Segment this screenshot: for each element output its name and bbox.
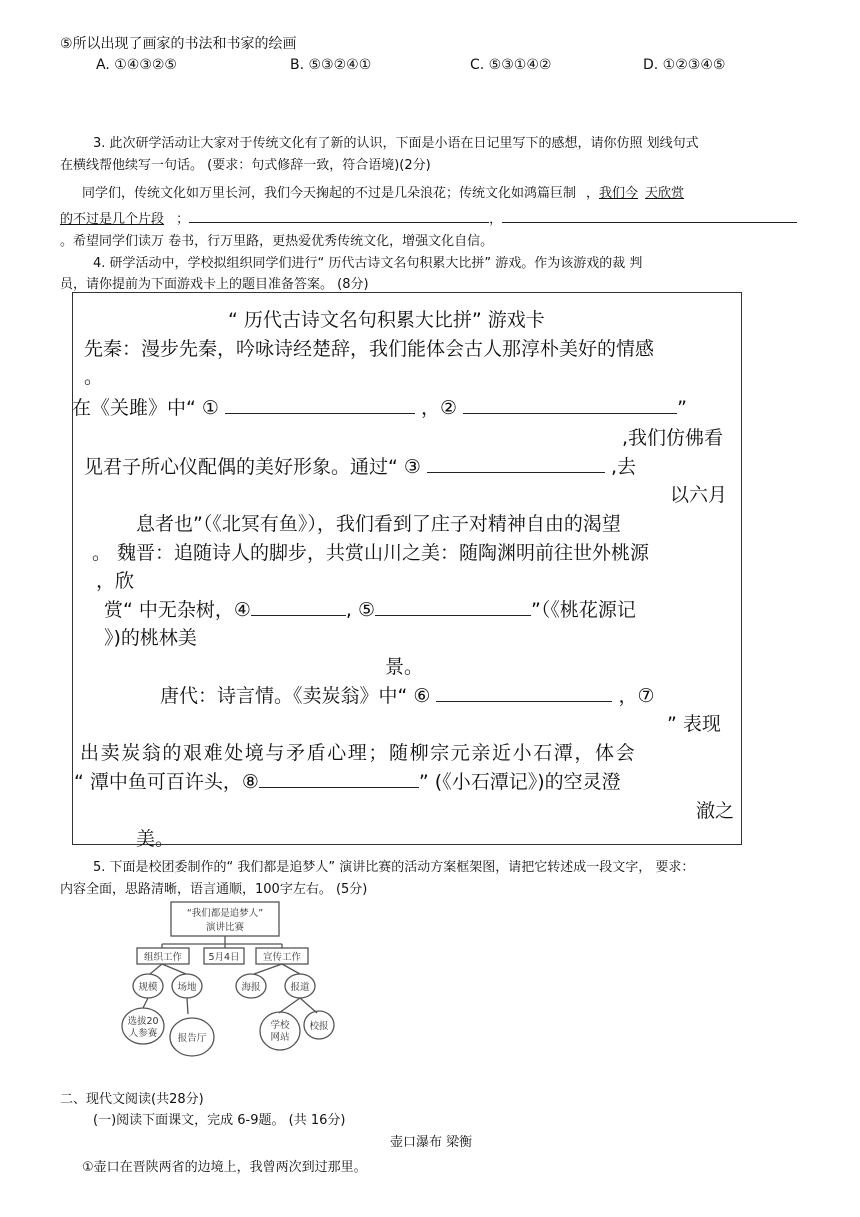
card-line: 》)的桃林美 [104,627,197,649]
article-title: 壶口瀑布 梁衡 [390,1135,473,1150]
plan-framework-diagram [116,898,338,1068]
card-line: 见君子所心仪配偶的美好形象。通过“ ③ ,去 [84,456,637,478]
option-d: D. ①②③④⑤ [643,57,726,73]
answer-blank[interactable] [189,206,489,223]
section-heading: 二、现代文阅读(共28分) [60,1092,204,1107]
blank-4[interactable] [251,599,346,616]
root-label-2: 演讲比赛 [205,922,245,933]
card-line: 美。 [136,828,175,850]
school-website-node [260,1012,300,1050]
card-line: 。 魏晋：追随诗人的脚步，共赏山川之美：随陶渊明前往世外桃源 [92,542,650,564]
card-line: 先秦：漫步先秦，吟咏诗经楚辞，我们能体会古人那淳朴美好的情感 [84,338,655,360]
option-b: B. ⑤③②④① [290,57,372,73]
q5-prompt-line1: 5. 下面是校团委制作的“ 我们都是追梦人” 演讲比赛的活动方案框架图，请把它转述成一段文字， 要求： [93,860,695,875]
select-label-2: 人参赛 [128,1028,158,1039]
question-2-item-5: ⑤所以出现了画家的书法和书家的绘画 [60,36,297,52]
game-card-title: “ 历代古诗文名句积累大比拼” 游戏卡 [228,309,545,331]
blank-5[interactable] [375,599,531,616]
card-line: 唐代：诗言情。《卖炭翁》中“ ⑥ ，⑦ [160,685,655,707]
article-paragraph-1: ①壶口在晋陕两省的边境上，我曾两次到过那里。 [82,1160,367,1175]
card-line: 在《关雎》中“ ① ，② ” [72,397,687,419]
blank-8[interactable] [259,771,419,788]
root-label-1: “我们都是追梦人” [186,908,264,919]
school-paper-label: 校报 [309,1021,329,1032]
card-line: 景。 [385,656,424,678]
blank-1[interactable] [225,397,415,414]
poster-label: 海报 [241,982,261,993]
option-a: A. ①④③②⑤ [96,57,177,73]
card-line: 以六月 [670,484,728,506]
card-line: 赏“ 中无杂树，④ , ⑤ ”（《桃花源记 [104,599,636,621]
card-line: ,我们仿佛看 [622,427,724,449]
website-label-1: 学校 [270,1020,290,1031]
q5-prompt-line2: 内容全面，思路清晰，语言通顺，100字左右。 (5分) [60,882,368,897]
q3-text-line2: 的不过是几个片段 ； ， [60,206,797,227]
option-c: C. ⑤③①④② [470,57,552,73]
card-line: “ 潭中鱼可百许头，⑧ ” (《小石潭记》)的空灵澄 [74,771,621,793]
card-line: 出卖炭翁的艰难处境与矛盾心理；随柳宗元亲近小石潭，体会 [80,742,637,764]
underlined-phrase: 的不过是几个片段 [60,212,165,227]
hall-label: 报告厅 [177,1033,207,1044]
card-line: 。 [84,366,104,388]
q3-text-line1: 同学们，传统文化如万里长河，我们今天掬起的不过是几朵浪花；传统文化如鸿篇巨制 ，我们今 天欣赏 [82,186,685,201]
q3-prompt-line1: 3. 此次研学活动让大家对于传统文化有了新的认识，下面是小语在日记里写下的感想，请你仿照 划线句式 [93,136,699,151]
select-label-1: 选拔20 [127,1016,159,1027]
q3-prompt-line2: 在横线帮他续写一句话。 (要求：句式修辞一致，符合语境)(2分) [60,158,431,173]
q3-text-line3: 。希望同学们读万 卷书，行万里路，更热爱优秀传统文化，增强文化自信。 [60,234,494,249]
q4-prompt-line1: 4. 研学活动中，学校拟组织同学们进行“ 历代古诗文名句积累大比拼” 游戏。作为该游戏的裁 判 [93,256,643,271]
answer-blank[interactable] [502,206,797,223]
website-label-2: 网站 [270,1032,290,1043]
blank-2[interactable] [463,397,677,414]
card-line: 息者也”（《北冥有鱼》），我们看到了庄子对精神自由的渴望 [136,513,621,535]
underlined-phrase: 天欣赏 [645,186,685,201]
card-line: ，欣 [96,570,135,592]
report-label: 报道 [290,982,310,993]
card-line: 澈之 [696,800,735,822]
section-subheading: (一)阅读下面课文，完成 6-9题。 (共 16分) [93,1113,346,1128]
q4-prompt-line2: 员，请你提前为下面游戏卡上的题目准备答案。 (8分) [60,277,369,292]
underlined-phrase: 我们今 [599,186,639,201]
date-label: 5月4日 [208,952,240,963]
organization-label: 组织工作 [143,952,183,963]
publicity-label: 宣传工作 [262,952,302,963]
scale-label: 规模 [138,982,158,993]
venue-label: 场地 [177,982,197,993]
blank-6[interactable] [436,685,612,702]
blank-3[interactable] [427,456,605,473]
card-line: ” 表现 [667,713,721,735]
